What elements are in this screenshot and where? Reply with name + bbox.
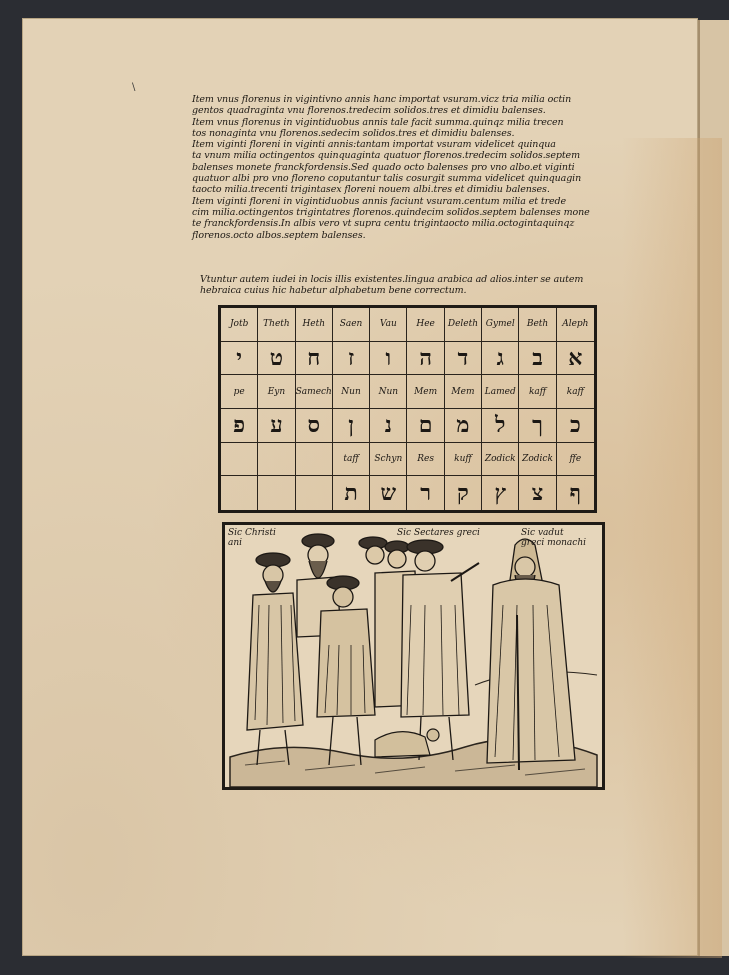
letter-name-cell: Theth xyxy=(258,308,295,342)
hebrew-letter-cell: פ xyxy=(221,409,258,443)
text-line: tos nonaginta vnu florenos.sedecim solidos.tres et dimidiu balenses. xyxy=(192,127,515,139)
hebrew-letter-cell: ף xyxy=(569,480,582,507)
letter-name-cell: Zodick xyxy=(519,443,556,477)
letter-name-cell: Zodick xyxy=(482,443,519,477)
hebrew-letter-cell: ט xyxy=(258,342,295,376)
letter-name-cell xyxy=(221,443,258,477)
hebrew-letter-cell: ל xyxy=(482,409,519,443)
hebrew-letter-cell: ם xyxy=(407,409,444,443)
text-line: cim milia.octingentos trigintatres florenos.quindecim solidos.septem balenses mone xyxy=(192,206,590,218)
text-line: Item vnus florenus in vigintivno annis hanc importat vsuram.vicz tria milia octin xyxy=(192,94,572,105)
hebrew-letter-cell: ר xyxy=(407,476,444,510)
figure-left xyxy=(247,553,303,765)
hebrew-letter-cell: ד xyxy=(445,342,482,376)
hebrew-letter-cell: י xyxy=(221,342,258,376)
letter-name-cell xyxy=(258,443,295,477)
hebrew-letter-cell: נ xyxy=(370,409,407,443)
letter-name-cell: kuff xyxy=(445,443,482,477)
text-line: gentos quadraginta vnu florenos.tredecim solidos.tres et dimidiu balenses. xyxy=(192,105,546,117)
label-christiani: Sic Christi ani xyxy=(228,528,276,548)
body-text xyxy=(192,94,614,241)
woodcut-illustration xyxy=(222,522,605,790)
hebrew-letter-cell: ה xyxy=(407,342,444,376)
letter-name-cell: Beth xyxy=(519,308,556,342)
letter-name-cell: Res xyxy=(407,443,444,477)
figure-monk xyxy=(487,539,575,770)
hebrew-letter-cell: ג xyxy=(482,342,519,376)
letter-name-cell xyxy=(296,443,333,477)
page-mark: \ xyxy=(132,82,136,93)
hebrew-letter-cell: ו xyxy=(370,342,407,376)
alphabet-caption xyxy=(200,274,614,297)
letter-name-cell: kaff xyxy=(557,375,594,409)
text-line: florenos.octo albos.septem balenses. xyxy=(192,229,366,241)
letter-name-cell: Jotb xyxy=(221,308,258,342)
hebrew-letter-cell: ב xyxy=(519,342,556,376)
text-line: taocto milia.trecenti trigintasex floreni nouem albi.tres et dimidiu balenses. xyxy=(192,184,550,196)
letter-name-cell: Nun xyxy=(370,375,407,409)
woodcut-figures xyxy=(225,525,602,787)
hebrew-letter-cell: ש xyxy=(370,476,407,510)
text-line: te franckfordensis.In albis vero vt supra centu trigintaocto milia.octogintaquinqz xyxy=(192,218,575,230)
letter-name-cell: Gymel xyxy=(482,308,519,342)
label-greci-monachi: Sic vadut greci monachi xyxy=(521,528,586,548)
letter-name-cell: kaff xyxy=(519,375,556,409)
hebrew-letter-cell: ק xyxy=(445,476,482,510)
letter-name-cell: Mem xyxy=(407,375,444,409)
letter-name-cell: Samech xyxy=(296,375,333,409)
text-line: Item vnus florenus in vigintiduobus annis tale facit summa.quinqz milia trecen xyxy=(192,116,564,128)
hebrew-letter-cell: ח xyxy=(296,342,333,376)
caption-line: Vtuntur autem iudei in locis illis existentes.lingua arabica ad alios.inter se autem xyxy=(200,274,584,285)
hebrew-letter-cell: מ xyxy=(445,409,482,443)
hebrew-letter-cell: ת xyxy=(333,476,370,510)
letter-name-cell: Mem xyxy=(445,375,482,409)
letter-name-cell: taff xyxy=(333,443,370,477)
letter-name-cell: Heth xyxy=(296,308,333,342)
letter-name-cell: Schyn xyxy=(370,443,407,477)
hebrew-letter-cell xyxy=(221,476,258,510)
letter-name-cell: Saen xyxy=(333,308,370,342)
hebrew-alphabet-table xyxy=(218,305,597,513)
hebrew-letter-cell: ז xyxy=(333,342,370,376)
hebrew-letter-cell: ן xyxy=(333,409,370,443)
hebrew-letter-cell: ץ xyxy=(482,476,519,510)
dog xyxy=(375,729,439,757)
hebrew-letter-cell: ס xyxy=(296,409,333,443)
letter-name-cell: Hee xyxy=(407,308,444,342)
hebrew-letter-cell: ך xyxy=(519,409,556,443)
hebrew-letter-cell: כ xyxy=(557,409,594,443)
text-line: Item viginti floreni in viginti annis:tantam importat vsuram videlicet quinqua xyxy=(192,139,556,151)
letter-name-cell: Aleph xyxy=(557,308,594,342)
hebrew-letter-cell: צ xyxy=(519,476,556,510)
letter-name-cell: Vau xyxy=(370,308,407,342)
letter-name-cell: ffe xyxy=(557,443,594,477)
text-line: Item viginti floreni in vigintiduobus annis faciunt vsuram.centum milia et trede xyxy=(192,195,567,207)
letter-name-cell: pe xyxy=(221,375,258,409)
hebrew-letter-cell: ע xyxy=(258,409,295,443)
letter-name-cell: Lamed xyxy=(482,375,519,409)
letter-name-cell: Eyn xyxy=(258,375,295,409)
caption-line: hebraica cuius hic habetur alphabetum bene correctum. xyxy=(200,285,467,297)
hebrew-letter-cell xyxy=(296,476,333,510)
text-line: quatuor albi pro vno floreno coputantur talis cosurgit summa videlicet quinquagin xyxy=(192,173,582,185)
text-line: ta vnum milia octingentos quinquaginta quatuor florenos.tredecim solidos.septem xyxy=(192,150,580,162)
text-line: balenses monete franckfordensis.Sed quado octo balenses pro vno albo.et viginti xyxy=(192,161,575,173)
hebrew-letter-cell: א xyxy=(557,342,594,376)
hebrew-letter-cell xyxy=(258,476,295,510)
letter-name-cell: Nun xyxy=(333,375,370,409)
label-sectares-greci: Sic Sectares greci xyxy=(397,528,480,538)
letter-name-cell: Deleth xyxy=(445,308,482,342)
adjacent-page-edge xyxy=(698,20,729,956)
